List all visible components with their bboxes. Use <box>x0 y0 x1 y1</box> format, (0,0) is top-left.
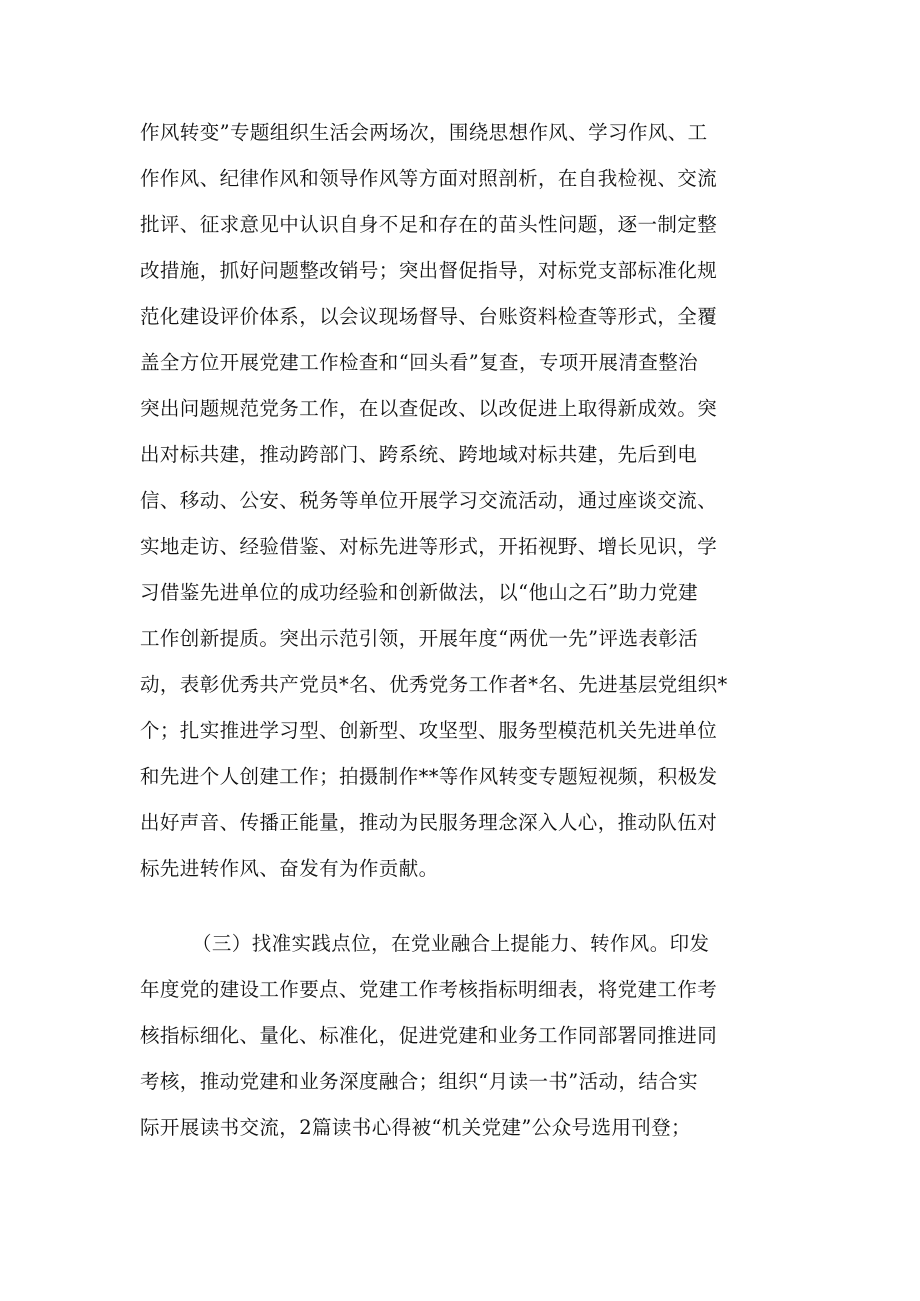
paragraph-1-line-5: 范化建设评价体系，以会议现场督导、台账资料检查等形式，全覆 <box>140 305 718 328</box>
paragraph-2-line-5: 际开展读书交流，2篇读书心得被“机关党建”公众号选用刊登； <box>140 1116 691 1139</box>
paragraph-1-line-17: 标先进转作风、奋发有为作贡献。 <box>140 857 439 880</box>
paragraph-2-line-4: 考核，推动党建和业务深度融合；组织“月读一书”活动，结合实 <box>140 1070 699 1093</box>
paragraph-2-line-1: （三）找准实践点位，在党业融合上提能力、转作风。印发 <box>192 932 710 955</box>
paragraph-1-line-10: 实地走访、经验借鉴、对标先进等形式，开拓视野、增长见识，学 <box>140 535 718 558</box>
paragraph-1-line-7: 突出问题规范党务工作，在以查促改、以改促进上取得新成效。突 <box>140 397 718 420</box>
paragraph-2-line-3: 核指标细化、量化、标准化，促进党建和业务工作同部署同推进同 <box>140 1024 718 1047</box>
paragraph-1-line-2: 作作风、纪律作风和领导作风等方面对照剖析，在自我检视、交流 <box>140 167 718 190</box>
paragraph-1-line-13: 动，表彰优秀共产党员*名、优秀党务工作者*名、先进基层党组织* <box>140 673 728 696</box>
paragraph-1-line-16: 出好声音、传播正能量，推动为民服务理念深入人心，推动队伍对 <box>140 811 718 834</box>
paragraph-2-line-2: 年度党的建设工作要点、党建工作考核指标明细表，将党建工作考 <box>140 978 718 1001</box>
paragraph-1-line-14: 个；扎实推进学习型、创新型、攻坚型、服务型模范机关先进单位 <box>140 719 718 742</box>
paragraph-1-line-15: 和先进个人创建工作；拍摄制作**等作风转变专题短视频，积极发 <box>140 765 718 788</box>
paragraph-1-line-3: 批评、征求意见中认识自身不足和存在的苗头性问题，逐一制定整 <box>140 213 718 236</box>
paragraph-1-line-4: 改措施，抓好问题整改销号；突出督促指导，对标党支部标准化规 <box>140 259 718 282</box>
paragraph-1-line-9: 信、移动、公安、税务等单位开展学习交流活动，通过座谈交流、 <box>140 489 718 512</box>
paragraph-1-line-12: 工作创新提质。突出示范引领，开展年度“两优一先”评选表彰活 <box>140 627 699 650</box>
paragraph-1-line-11: 习借鉴先进单位的成功经验和创新做法，以“他山之石”助力党建 <box>140 581 699 604</box>
paragraph-1-line-8: 出对标共建，推动跨部门、跨系统、跨地域对标共建，先后到电 <box>140 443 698 466</box>
paragraph-1-line-1: 作风转变”专题组织生活会两场次，围绕思想作风、学习作风、工 <box>140 121 708 144</box>
paragraph-1-line-6: 盖全方位开展党建工作检查和“回头看”复查，专项开展清查整治 <box>140 351 699 374</box>
